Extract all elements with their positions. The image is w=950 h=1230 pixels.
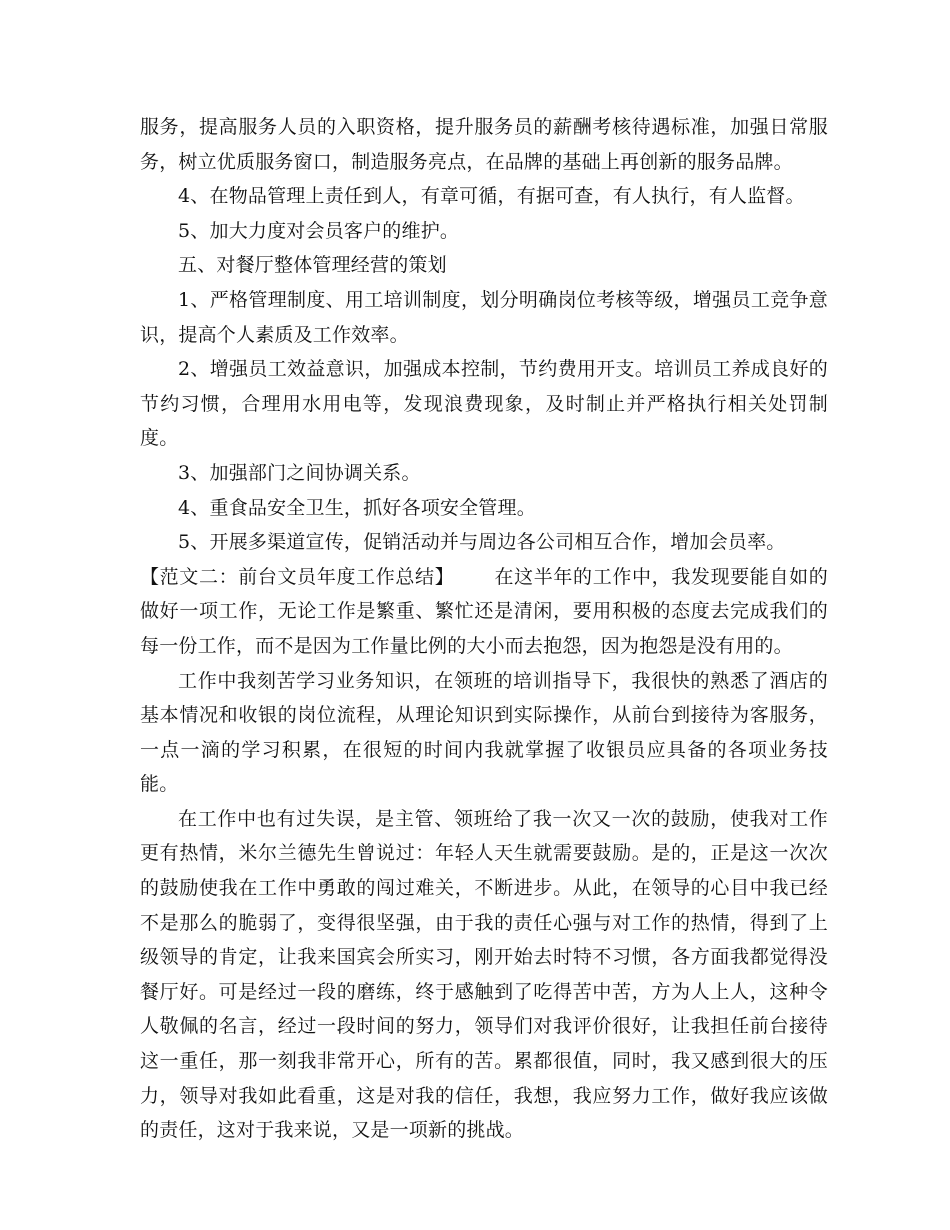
paragraph-item-4-food-safety: 4、重食品安全卫生，抓好各项安全管理。 xyxy=(178,496,536,519)
paragraph-item-5-member-maintenance: 5、加大力度对会员客户的维护。 xyxy=(178,219,460,242)
paragraph-item-1-management-system: 1、严格管理制度、用工培训制度，划分明确岗位考核等级，增强员工竞争意识，提高个人素质及工作效率。 xyxy=(140,288,828,346)
paragraph-item-2-cost-control: 2、增强员工效益意识，加强成本控制，节约费用开支。培训员工养成良好的节约习惯，合理用水用电等，发现浪费现象，及时制止并严格执行相关处罚制度。 xyxy=(140,358,828,450)
section-two-heading: 【范文二：前台文员年度工作总结】 xyxy=(140,565,455,588)
section-two-intro-text: 在这半年的工作中，我发现要能自如的做好一项工作，无论工作是繁重、繁忙还是清闲，要用积极的态度去完成我们的每一份工作，而不是因为工作量比例的大小而去抱怨，因为抱怨是没有用的。 xyxy=(140,565,829,657)
paragraph-item-4-goods-management: 4、在物品管理上责任到人，有章可循，有据可查，有人执行，有人监督。 xyxy=(178,185,805,208)
paragraph-service-continuation: 服务，提高服务人员的入职资格，提升服务员的薪酬考核待遇标准，加强日常服务，树立优质服务窗口，制造服务亮点，在品牌的基础上再创新的服务品牌。 xyxy=(140,116,828,173)
section-heading-five: 五、对餐厅整体管理经营的策划 xyxy=(178,254,447,277)
paragraph-item-3-coordination: 3、加强部门之间协调关系。 xyxy=(178,461,421,484)
paragraph-item-5-promotion: 5、开展多渠道宣传，促销活动并与周边各公司相互合作，增加会员率。 xyxy=(178,531,786,554)
paragraph-study-skills: 工作中我刻苦学习业务知识，在领班的培训指导下，我很快的熟悉了酒店的基本情况和收银的岗位流程，从理论知识到实际操作，从前台到接待为客服务，一点一滴的学习积累，在很短的时间内我就掌握了收银员应具备的各项业务技能。 xyxy=(140,669,828,796)
paragraph-encouragement: 在工作中也有过失误，是主管、领班给了我一次又一次的鼓励，使我对工作更有热情，米尔兰德先生曾说过：年轻人天生就需要鼓励。是的，正是这一次次的鼓励使我在工作中勇敢的闯过难关，不断进步。从此，在领导的心目中我已经不是那么的脆弱了，变得很坚强，由于我的责任心强与对工作的热情，得到了上级领导的肯定，让我来国宾会所实习，刚开始去时特不习惯，各方面我都觉得没餐厅好。可是经过一段的磨练，终于感触到了吃得苦中苦，方为人上人，这种令人敬佩的名言，经过一段时间的努力，领导们对我评价很好，让我担任前台接待这一重任，那一刻我非常开心，所有的苦。累都很值，同时，我又感到很大的压力，领导对我如此看重，这是对我的信任，我想，我应努力工作，做好我应该做的责任，这对于我来说，又是一项新的挑战。 xyxy=(140,807,828,1142)
section-two-gap xyxy=(454,566,494,588)
document-body xyxy=(140,110,828,1148)
paragraph-section-two xyxy=(140,560,828,664)
